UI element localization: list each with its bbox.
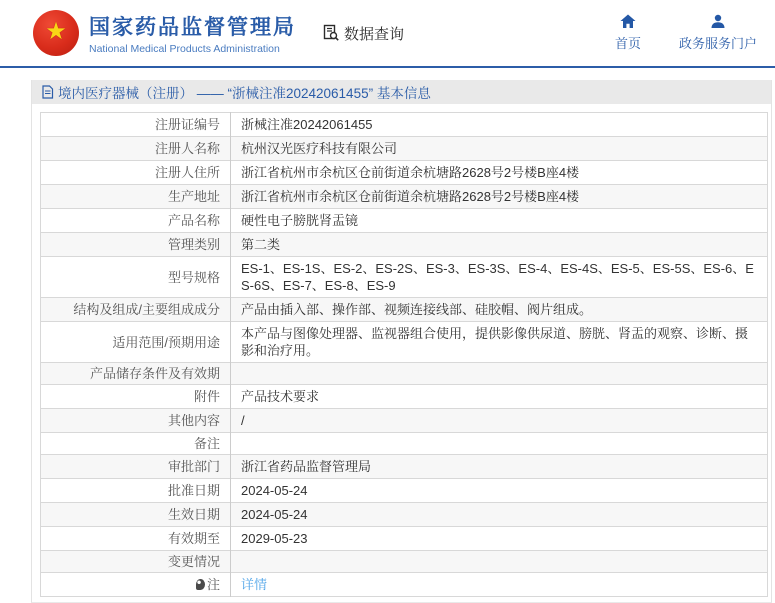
row-value: 2029-05-23 [241,531,308,546]
row-value: 杭州汉光医疗科技有限公司 [241,141,398,156]
row-value: 2024-05-24 [241,483,308,498]
row-label: 注册证编号 [41,113,231,137]
row-label: 适用范围/预期用途 [41,322,231,363]
info-table-body [41,113,768,597]
emblem-star-icon: ★ [45,18,67,45]
home-icon [620,14,636,29]
table-row [41,209,768,233]
nav-gov-portal[interactable] [679,14,757,52]
row-value: 产品由插入部、操作部、视频连接线部、硅胶帽、阀片组成。 [241,302,593,317]
row-label: 生产地址 [41,185,231,209]
row-label: 管理类别 [41,233,231,257]
row-label: 有效期至 [41,527,231,551]
registration-info-table [40,112,768,597]
brand-title: 国家药品监督管理局 [89,16,296,39]
table-row [41,137,768,161]
row-value [231,573,768,597]
row-value: 浙江省杭州市余杭区仓前街道余杭塘路2628号2号楼B座4楼 [241,189,580,204]
nav-home[interactable] [615,14,641,52]
row-label: 备注 [41,433,231,455]
row-label: 生效日期 [41,503,231,527]
row-label: 型号规格 [41,257,231,298]
table-row [41,185,768,209]
row-label: 批准日期 [41,479,231,503]
table-row [41,298,768,322]
page-title-bar [32,80,771,104]
table-row [41,433,768,455]
page-title: 境内医疗器械（注册） —— “浙械注准20242061455” 基本信息 [58,86,431,101]
nav-gov-portal-label: 政务服务门户 [678,36,757,51]
person-icon [710,14,726,29]
row-value [231,551,768,573]
table-row [41,527,768,551]
row-value: 本产品与图像处理器、监视器组合使用，提供影像供尿道、膀胱、肾盂的观察、诊断、摄影和治疗用。 [241,326,749,358]
data-query-label: 数据查询 [344,25,405,43]
site-header [0,0,775,68]
row-value: ES-1、ES-1S、ES-2、ES-2S、ES-3、ES-3S、ES-4、ES-4S、ES-5、ES-5S、ES-6、ES-6S、ES-7、ES-8、ES-9 [241,261,754,293]
row-value [231,363,768,385]
table-row [41,573,768,597]
row-label: 审批部门 [41,455,231,479]
table-row [41,161,768,185]
row-label: 产品名称 [41,209,231,233]
table-row [41,385,768,409]
row-label: 附件 [41,385,231,409]
document-search-icon [322,24,340,42]
row-label: 注册人名称 [41,137,231,161]
row-label: 注册人住所 [41,161,231,185]
row-value: 2024-05-24 [241,507,308,522]
row-value [231,433,768,455]
table-row [41,233,768,257]
table-row [41,257,768,298]
document-icon [41,85,54,99]
table-row [41,363,768,385]
row-label: 变更情况 [41,551,231,573]
row-value: 浙江省药品监督管理局 [241,459,372,474]
nav-home-label: 首页 [614,36,641,51]
row-value: 硬性电子膀胱肾盂镜 [241,213,359,228]
table-row [41,113,768,137]
row-label: 其他内容 [41,409,231,433]
table-row [41,455,768,479]
row-value: 浙械注准20242061455 [241,117,373,132]
brand-subtitle: National Medical Products Administration [89,43,280,55]
row-value: 浙江省杭州市余杭区仓前街道余杭塘路2628号2号楼B座4楼 [241,165,580,180]
table-row [41,551,768,573]
row-value: / [241,413,245,428]
data-query-nav[interactable] [322,23,404,44]
content-container [31,80,772,603]
row-label: 产品储存条件及有效期 [41,363,231,385]
detail-link[interactable]: 详情 [241,577,268,592]
row-value: 产品技术要求 [241,389,320,404]
table-row [41,322,768,363]
brand-block [89,11,296,55]
table-row [41,409,768,433]
national-emblem-logo [33,10,79,56]
row-value: 第二类 [241,237,281,252]
table-row [41,503,768,527]
row-label: 注 [41,573,231,597]
note-pin-icon [196,579,205,590]
row-label: 结构及组成/主要组成成分 [41,298,231,322]
table-row [41,479,768,503]
